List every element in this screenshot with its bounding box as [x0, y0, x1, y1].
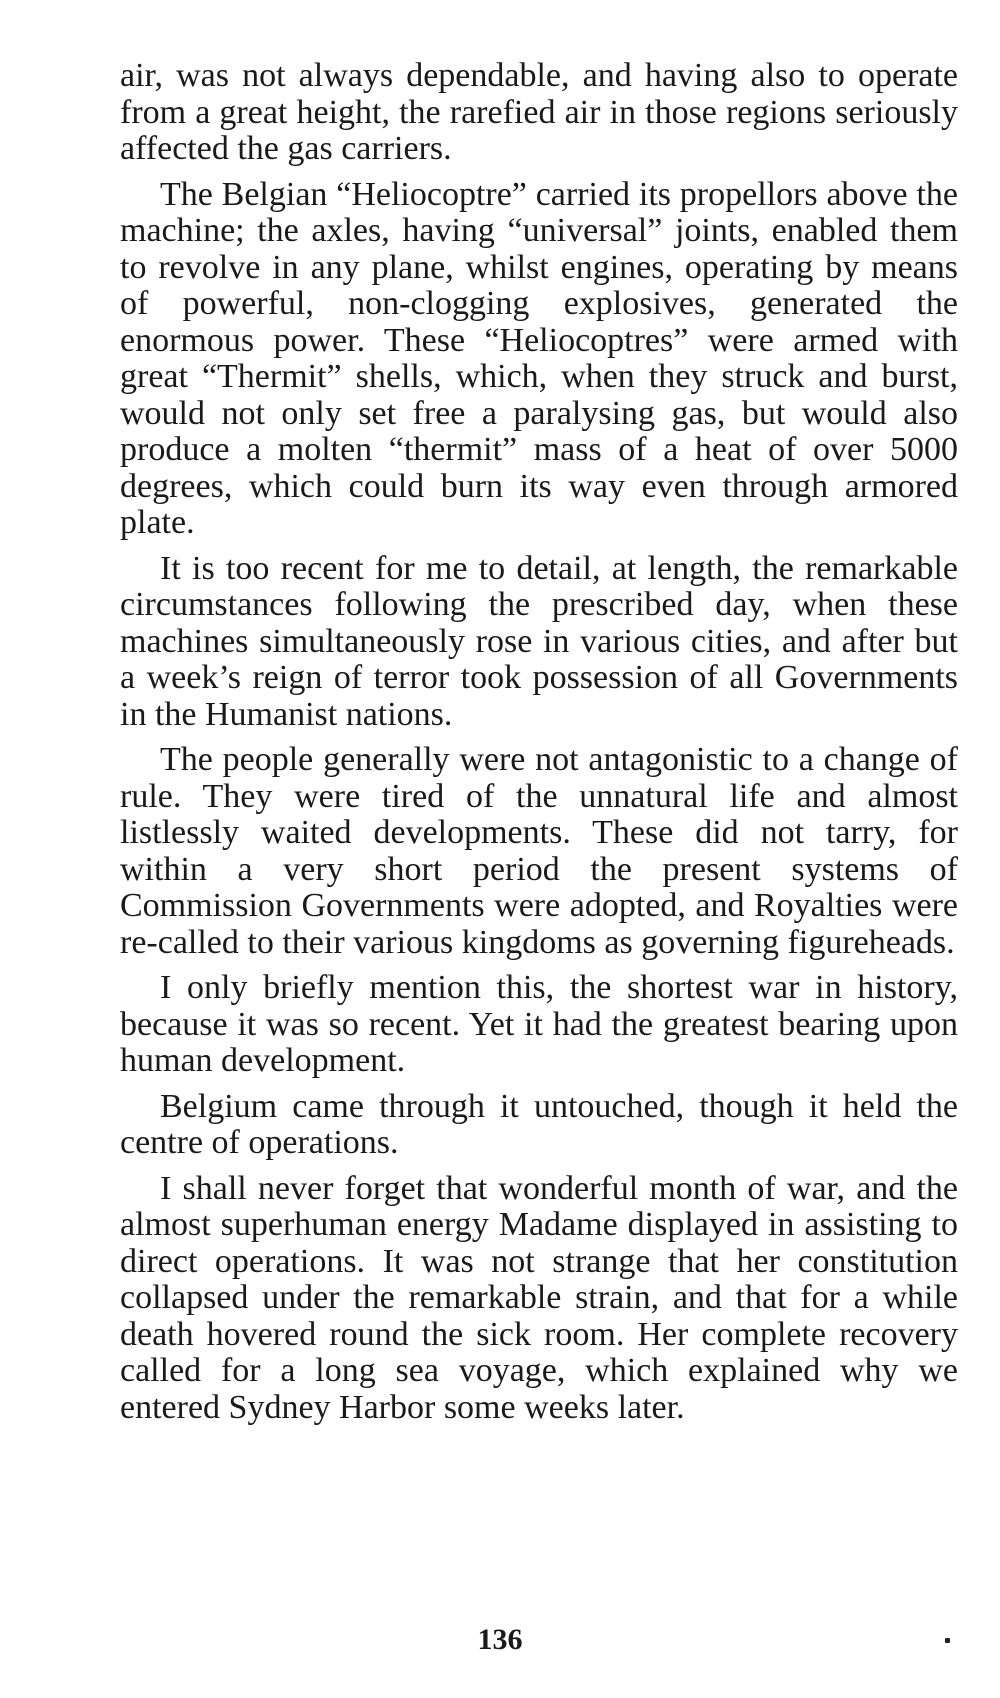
- page-number: 136: [477, 1623, 523, 1656]
- paragraph-2: The Belgian “Heliocoptre” carried its propellors above the machine; the axles, having “universal” joints, enabled them to revolve in any plane, whilst engines, operating by means of powerful, non-clogging explosives, generated the enormous power. These “Heliocoptres” were armed with great “Thermit” shells, which, when they struck and burst, would not only set free a paralysing gas, but would also produce a molten “thermit” mass of a heat of over 5000 degrees, which could burn its way even through armored plate.: [120, 175, 958, 541]
- paragraph-1: air, was not always dependable, and having also to operate from a great height, the rarefied air in those regions seriously affected the gas carriers.: [120, 57, 958, 167]
- print-speck: [945, 1638, 950, 1643]
- paragraph-5: I only briefly mention this, the shortest war in history, because it was so recent. Yet it had the greatest bearing upon human development.: [120, 969, 958, 1079]
- paragraph-7: I shall never forget that wonderful month of war, and the almost superhuman energy Madame displayed in assisting to direct operations. It was not strange that her constitution collapsed under the remarkable strain, and that for a while death hovered round the sick room. Her complete recovery called for a long sea voyage, which explained why we entered Sydney Harbor some weeks later.: [120, 1169, 958, 1426]
- paragraph-6: Belgium came through it untouched, though it held the centre of operations.: [120, 1087, 958, 1161]
- page-body: [120, 58, 958, 1435]
- paragraph-3: It is too recent for me to detail, at length, the remarkable circumstances following the prescribed day, when these machines simultaneously rose in various cities, and after but a week’s reign of terror took possession of all Governments in the Humanist nations.: [120, 549, 958, 733]
- paragraph-4: The people generally were not antagonistic to a change of rule. They were tired of the unnatural life and almost listlessly waited developments. These did not tarry, for within a very short period the present systems of Commission Governments were adopted, and Royalties were re-called to their various kingdoms as governing figureheads.: [120, 741, 958, 961]
